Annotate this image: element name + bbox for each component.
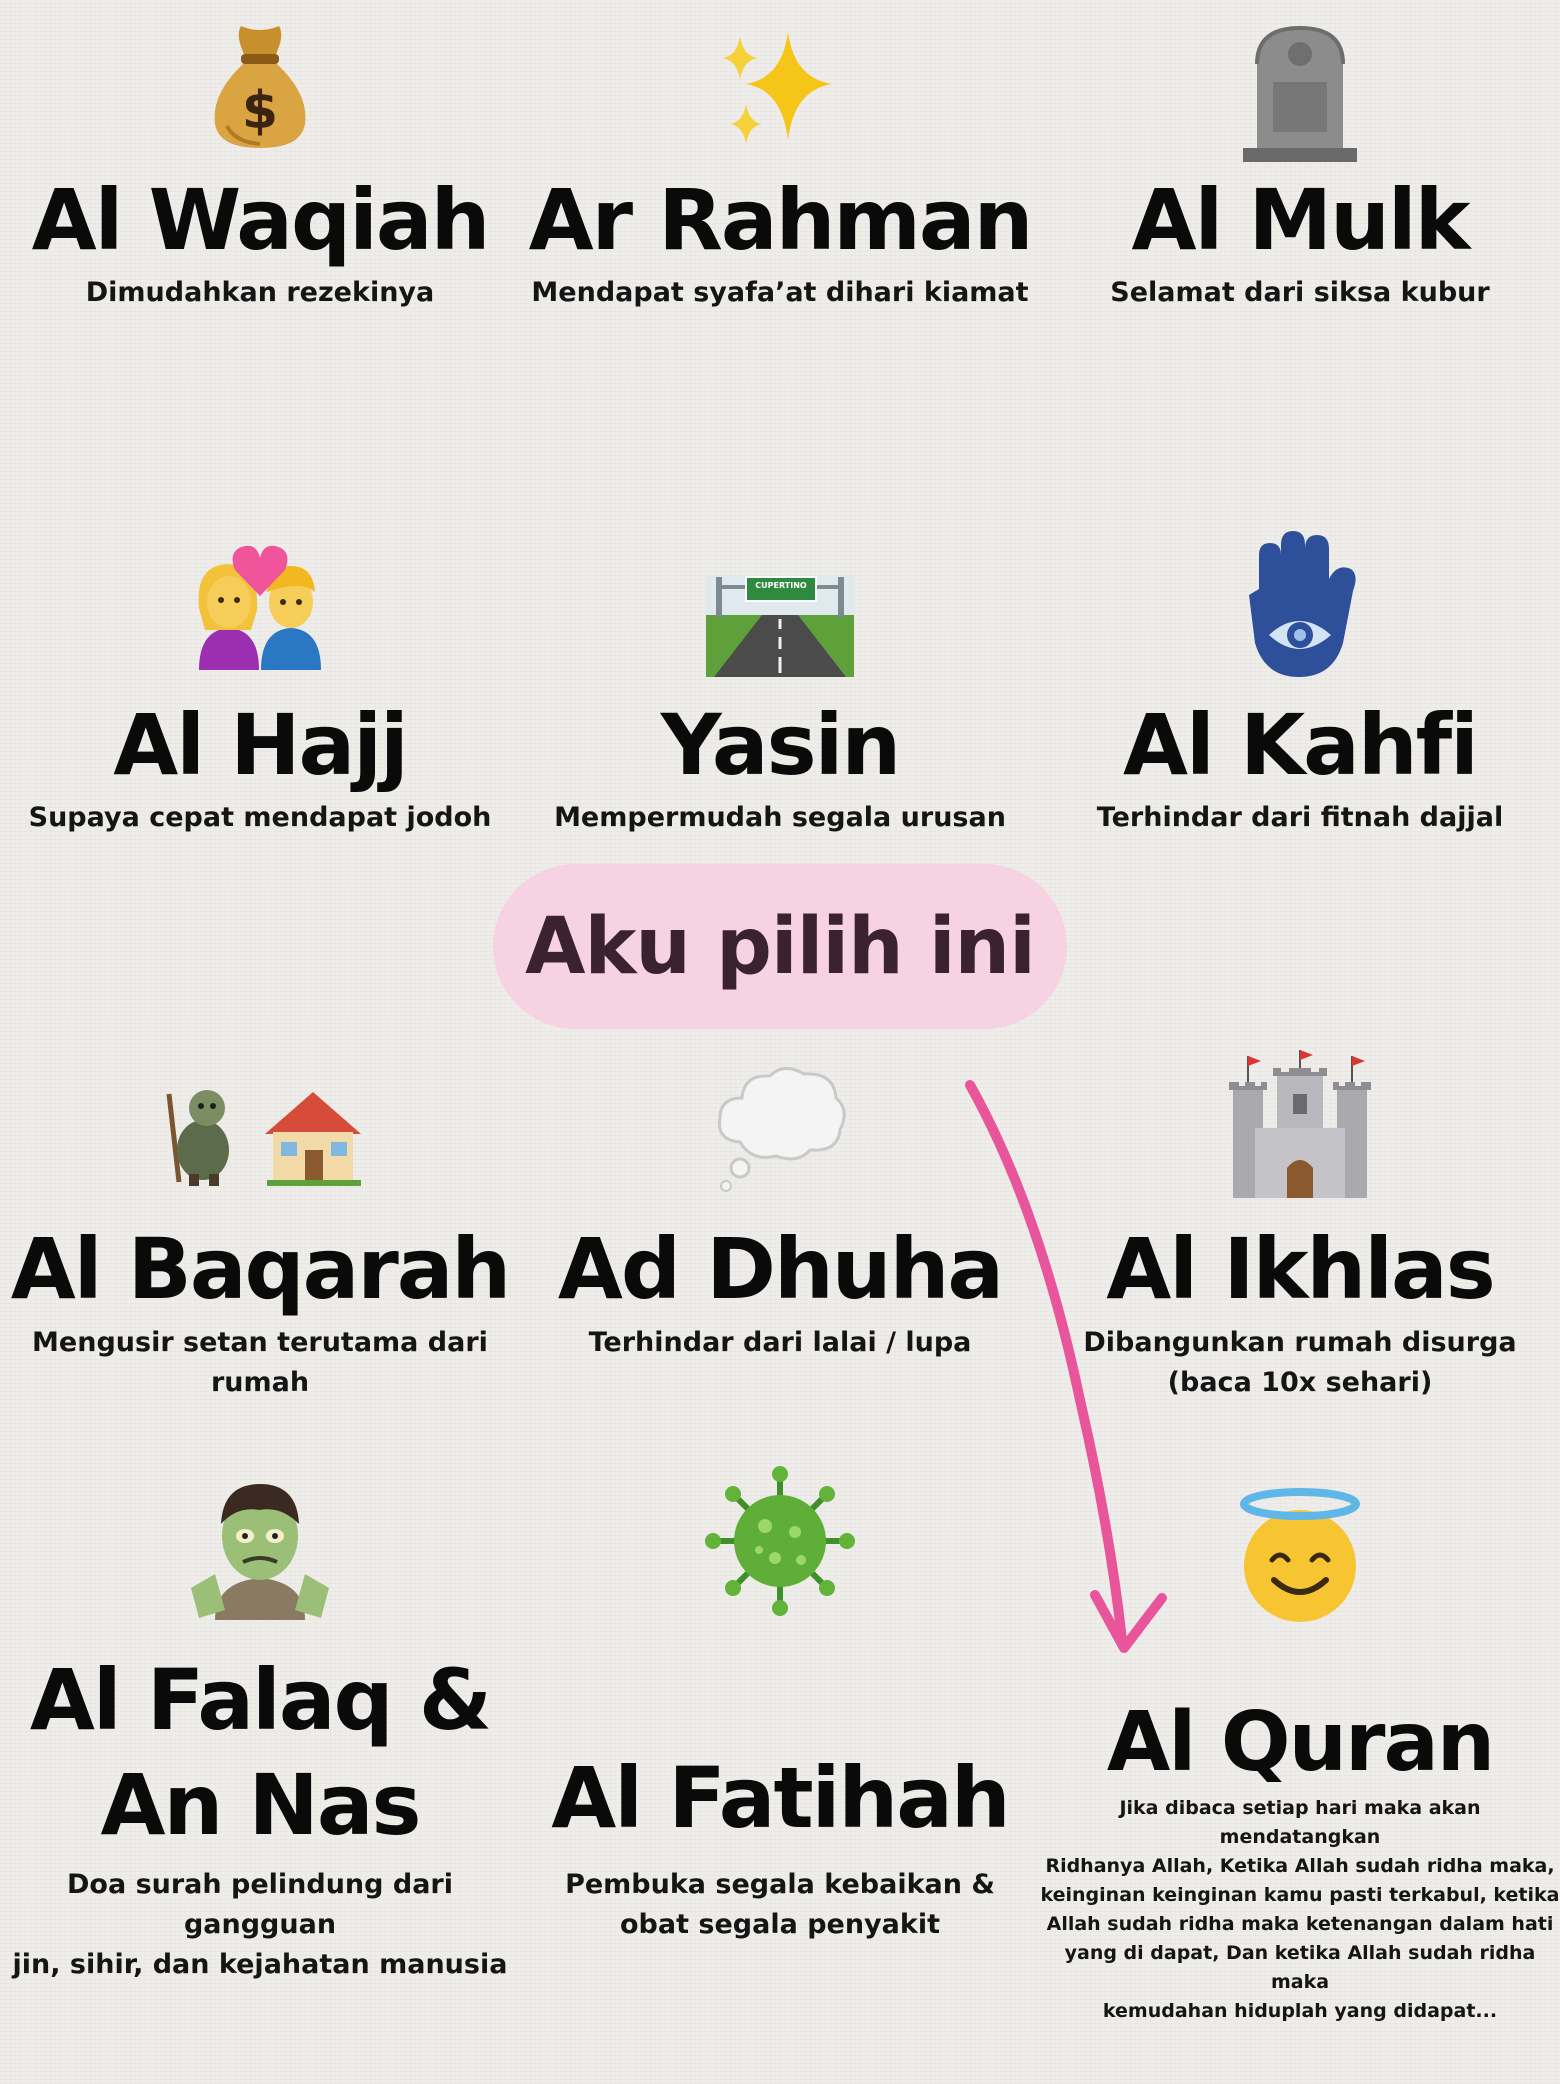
svg-text:$: $ (241, 81, 279, 141)
surah-title: Al Kahfi (1123, 696, 1477, 794)
surah-benefit: Terhindar dari fitnah dajjal (1096, 802, 1504, 833)
thought-bubble-icon (710, 1064, 850, 1194)
surah-benefit: Mengusir setan terutama dari rumah (32, 1327, 488, 1398)
surah-card-al-fatihah (520, 1460, 1040, 1960)
surah-title: Al Mulk (1131, 171, 1469, 269)
sign-text: CUPERTINO (755, 581, 807, 590)
surah-title: Ad Dhuha (557, 1220, 1003, 1318)
surah-title: Ar Rahman (528, 171, 1032, 269)
surah-benefit: Selamat dari siksa kubur (1110, 277, 1490, 308)
surah-title: Al Fatihah (551, 1749, 1009, 1847)
surah-benefit: Supaya cepat mendapat jodoh (28, 802, 492, 833)
surah-card-ad-dhuha (520, 1040, 1040, 1400)
surah-title: Al Ikhlas (1106, 1220, 1494, 1318)
microbe-icon (705, 1466, 855, 1616)
surah-benefit: Mempermudah segala urusan (554, 802, 1006, 833)
aku-pilih-ini-badge: Aku pilih ini (493, 864, 1067, 1029)
surah-benefit: Mendapat syafa’at dihari kiamat (531, 277, 1029, 308)
surah-title: Al Baqarah (10, 1220, 510, 1318)
surah-title: Al Quran (1106, 1695, 1494, 1790)
surah-card-al-quran (1040, 1460, 1560, 2022)
surah-title: Al Hajj (113, 696, 407, 794)
surah-card-al-falaq-an-nas (0, 1460, 520, 1980)
surah-title: Al Falaq & An Nas (29, 1651, 491, 1854)
surah-benefit: Jika dibaca setiap hari maka akan mendatangkan Ridhanya Allah, Ketika Allah sudah ridha maka, keinginan keinginan kamu pasti terkabul, ketika Allah sudah ridha maka ketenangan dalam hati yang di dapat, Dan ketika Allah sudah ridha maka kemudahan hiduplah yang didapat... (1040, 1797, 1560, 2022)
surah-title: Al Waqiah (31, 171, 489, 269)
castle-icon (1225, 1050, 1375, 1200)
troll-and-house-icon (155, 1078, 365, 1188)
surah-benefit: Dibangunkan rumah disurga (baca 10x sehari) (1083, 1327, 1517, 1398)
surah-benefit: Doa surah pelindung dari gangguan jin, sihir, dan kejahatan manusia (12, 1869, 508, 1980)
zombie-icon (185, 1470, 335, 1620)
surah-benefit: Terhindar dari lalai / lupa (588, 1327, 972, 1358)
surah-benefit: Dimudahkan rezekinya (85, 277, 435, 308)
surah-card-al-ikhlas (1040, 1040, 1560, 1400)
surah-benefit: Pembuka segala kebaikan & obat segala penyakit (565, 1869, 995, 1940)
surah-title: Yasin (660, 696, 900, 794)
smiling-face-with-halo-icon (1230, 1486, 1370, 1626)
surah-card-al-baqarah (0, 1040, 520, 1400)
